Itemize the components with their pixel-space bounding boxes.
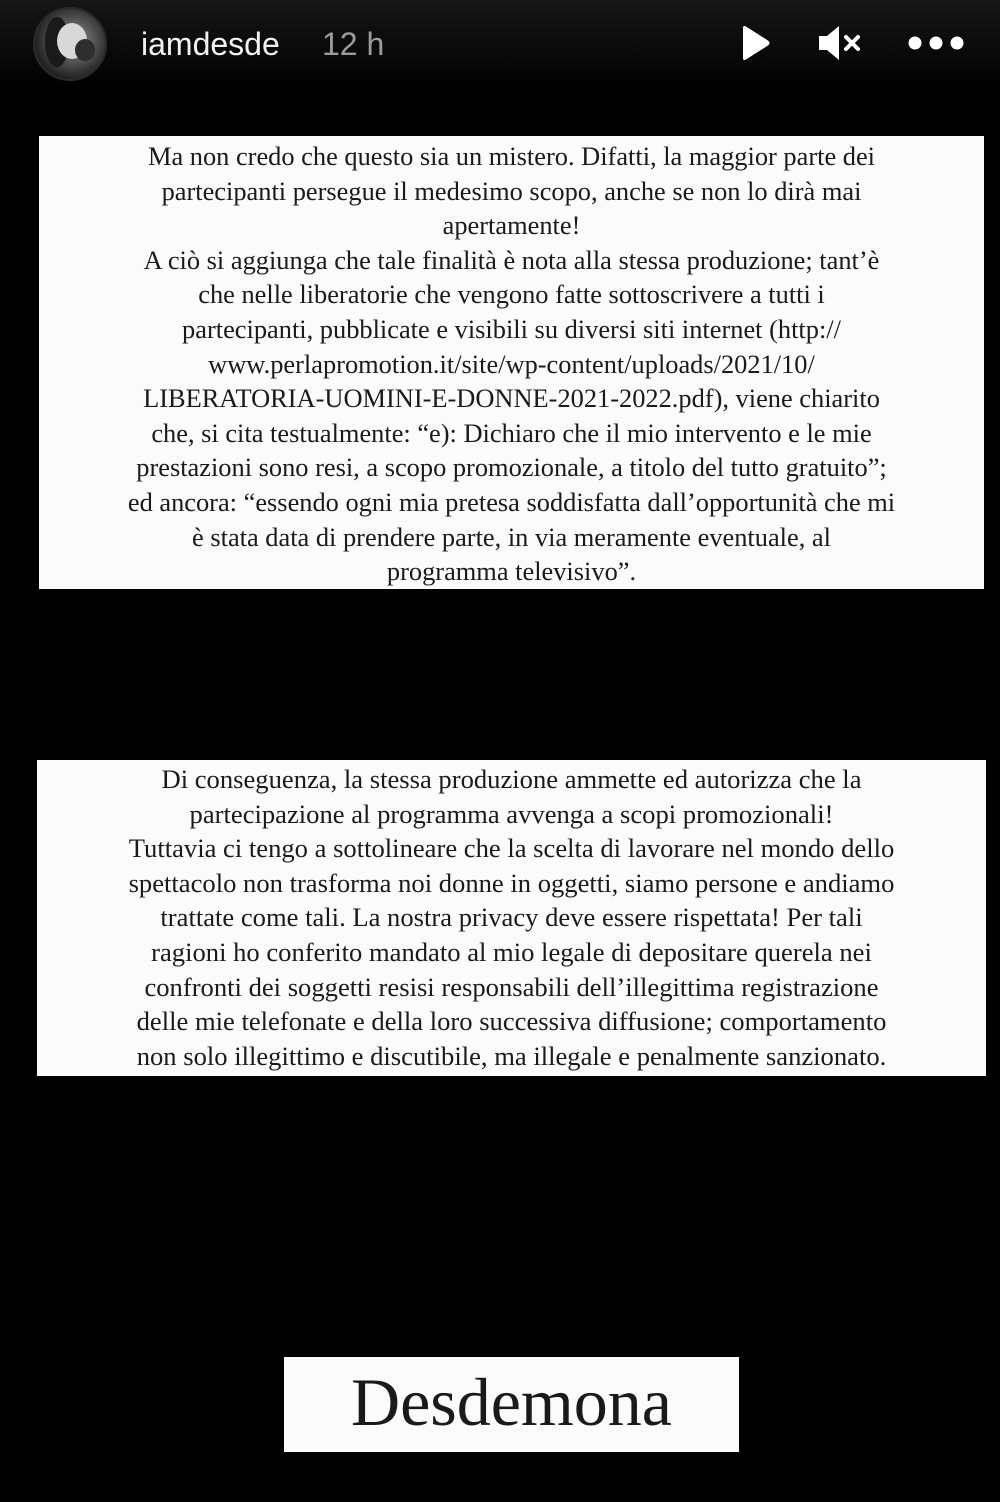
avatar[interactable] (33, 7, 107, 81)
play-icon (733, 23, 773, 63)
mute-button[interactable] (812, 16, 866, 70)
username[interactable]: iamdesde (141, 26, 280, 62)
text-block-1 (39, 136, 984, 589)
paragraph-1: Ma non credo che questo sia un mistero. Difatti, la maggior parte dei partecipanti persegue il medesimo scopo, anche se non lo dirà mai apertamente! A ciò si aggiunga che tale finalità è nota alla stessa produzione; tant’è che nelle liberatorie che vengono fatte sottoscrivere a tutti i partecipanti, pubblicate e visibili su diversi siti internet (http:// www.perlapromotion.it/site/wp-content/uploads/2021/10/ LIBERATORIA-UOMINI-E-DONNE-2021-2022.pdf), viene chiarito che, si cita testualmente: “e): Dichiaro che il mio intervento e le mie prestazioni sono resi, a scopo promozionale, a titolo del tutto gratuito”; ed ancora: “essendo ogni mia pretesa soddisfatta dall’opportunità che mi è stata data di prendere parte, in via meramente eventuale, al programma televisivo”. (127, 141, 896, 587)
timestamp: 12 h (322, 26, 385, 62)
signature-label: Desdemona (284, 1357, 739, 1452)
more-options-button[interactable] (906, 16, 966, 70)
muted-speaker-icon (815, 23, 863, 63)
text-block-2 (37, 760, 986, 1076)
more-options-icon (906, 33, 966, 53)
play-button[interactable] (726, 16, 780, 70)
story-header (0, 0, 1000, 90)
paragraph-2: Di conseguenza, la stessa produzione ammette ed autorizza che la partecipazione al programma avvenga a scopi promozionali! Tuttavia ci tengo a sottolineare che la scelta di lavorare nel mondo dello spettacolo non trasforma noi donne in oggetti, siamo persone e andiamo trattate come tali. La nostra privacy deve essere rispettata! Per tali ragioni ho conferito mandato al mio legale di depositare querela nei confronti dei soggetti resisi responsabili dell’illegittima registrazione delle mie telefonate e della loro successiva diffusione; comportamento non solo illegittimo e discutibile, ma illegale e penalmente sanzionato. (128, 764, 895, 1071)
